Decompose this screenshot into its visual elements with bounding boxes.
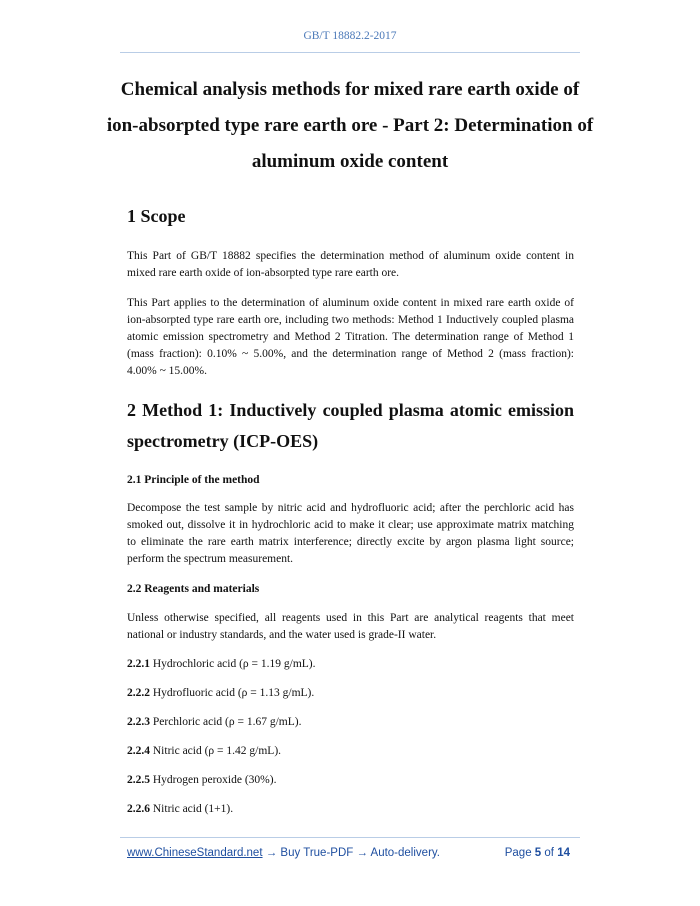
page-indicator bbox=[505, 847, 570, 859]
footer-divider bbox=[120, 837, 580, 838]
document-id-header: GB/T 18882.2-2017 bbox=[303, 30, 397, 42]
item-text: Nitric acid (ρ = 1.42 g/mL). bbox=[150, 745, 282, 757]
item-number: 2.2.5 bbox=[127, 774, 150, 786]
item-text: Nitric acid (1+1). bbox=[150, 803, 234, 815]
reagent-item-hydrogen-peroxide bbox=[127, 774, 276, 786]
website-link[interactable]: www.ChineseStandard.net bbox=[127, 847, 263, 859]
principle-paragraph: Decompose the test sample by nitric acid and hydrofluoric acid; after the perchloric acid has smoked out, dissolve it in hydrochloric acid to make it clear; use approximate matrix matching to eliminate the rare earth matrix interference; directly excite by argon plasma light source; perform the spectrum measurement. bbox=[127, 502, 574, 565]
principle-heading: 2.1 Principle of the method bbox=[127, 474, 260, 486]
item-text: Perchloric acid (ρ = 1.67 g/mL). bbox=[150, 716, 302, 728]
page-label: Page bbox=[504, 847, 532, 859]
reagents-paragraph: Unless otherwise specified, all reagents used in this Part are analytical reagents that meet national or industry standards, and the water used is grade-II water. bbox=[127, 612, 574, 641]
item-number: 2.2.2 bbox=[127, 687, 150, 699]
item-number: 2.2.3 bbox=[127, 716, 150, 728]
item-number: 2.2.4 bbox=[127, 745, 150, 757]
title-line-3: aluminum oxide content bbox=[251, 151, 449, 172]
reagent-item-nitric-acid bbox=[127, 745, 281, 757]
title-line-2: ion-absorpted type rare earth ore - Part 2: Determination of bbox=[106, 115, 594, 136]
item-number: 2.2.6 bbox=[127, 803, 150, 815]
method1-heading: 2 Method 1: Inductively coupled plasma atomic emission spectrometry (ICP-OES) bbox=[127, 400, 574, 451]
promo-text: → Buy True-PDF → Auto-delivery. bbox=[262, 847, 440, 859]
item-text: Hydrochloric acid (ρ = 1.19 g/mL). bbox=[150, 658, 316, 670]
page-footer bbox=[127, 847, 570, 859]
page-of: of bbox=[544, 847, 554, 859]
document-title bbox=[90, 72, 610, 180]
reagent-item-nitric-acid-diluted bbox=[127, 803, 233, 815]
scope-paragraph-1: This Part of GB/T 18882 specifies the determination method of aluminum oxide content in mixed rare earth oxide of ion-absorpted type rare earth ore. bbox=[127, 250, 574, 279]
scope-heading: 1 Scope bbox=[127, 206, 186, 226]
item-text: Hydrofluoric acid (ρ = 1.13 g/mL). bbox=[150, 687, 315, 699]
header-divider bbox=[120, 52, 580, 53]
reagent-item-hydrofluoric-acid bbox=[127, 687, 314, 699]
reagent-item-hydrochloric-acid bbox=[127, 658, 316, 670]
reagents-heading: 2.2 Reagents and materials bbox=[127, 583, 260, 595]
title-line-1: Chemical analysis methods for mixed rare earth oxide of bbox=[120, 79, 580, 100]
page-total: 14 bbox=[557, 847, 570, 859]
reagent-item-perchloric-acid bbox=[127, 716, 301, 728]
scope-paragraph-2: This Part applies to the determination of aluminum oxide content in mixed rare earth oxide of ion-absorpted type rare earth ore, including two methods: Method 1 Inductively coupled plasma atomic emission spectrometry and Method 2 Titration. The determination range of Method 1 (mass fraction): 0.10% ~ 5.00%, and the determination range of Method 2 (mass fraction): 4.00% ~ 15.00%. bbox=[127, 297, 574, 377]
page-current: 5 bbox=[534, 847, 542, 859]
item-text: Hydrogen peroxide (30%). bbox=[150, 774, 277, 786]
item-number: 2.2.1 bbox=[127, 658, 150, 670]
